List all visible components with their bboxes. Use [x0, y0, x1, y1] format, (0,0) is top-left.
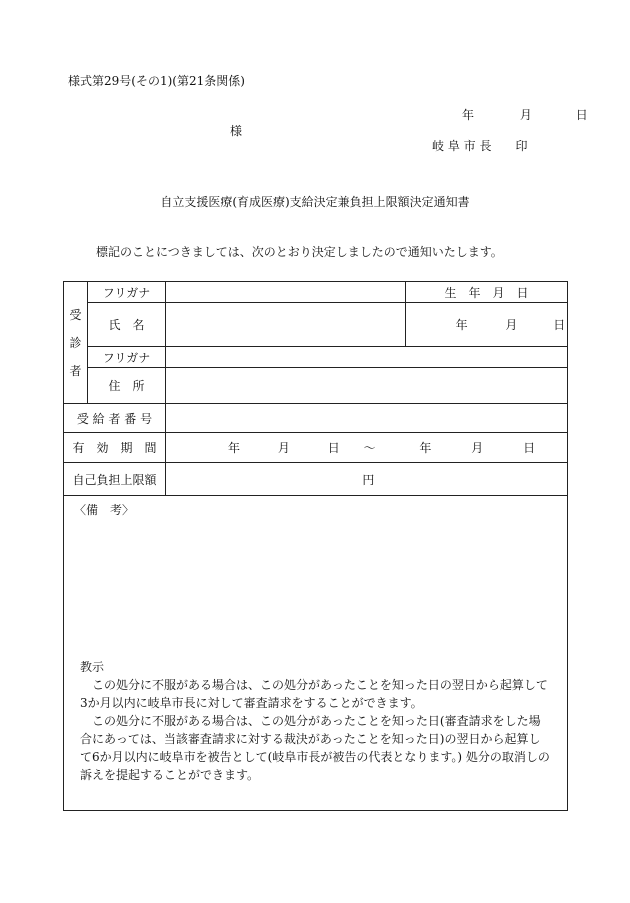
- name-field[interactable]: [166, 303, 406, 347]
- furigana2-field[interactable]: [166, 347, 568, 368]
- notice-paragraph-1: この処分に不服がある場合は、この処分があったことを知った日の翌日から起算して3か月以内に岐阜市長に対して審査請求をすることができます。: [80, 678, 548, 710]
- header-day: 日: [575, 108, 588, 122]
- copay-limit-unit: 円: [362, 472, 375, 487]
- header-year: 年: [462, 108, 475, 122]
- copay-limit-label: 自己負担上限額: [64, 463, 166, 496]
- header-month: 月: [519, 108, 532, 122]
- birth-date-label: 生 年 月 日: [406, 282, 568, 303]
- validity-period-label: 有 効 期 間: [64, 433, 166, 463]
- name-label: 氏 名: [88, 303, 166, 347]
- period-end-month: 月: [471, 441, 484, 455]
- period-end-year: 年: [419, 441, 432, 455]
- birth-month: 月: [505, 318, 518, 332]
- furigana-label: フリガナ: [88, 282, 166, 303]
- remarks-box[interactable]: [64, 496, 568, 811]
- period-start-month: 月: [277, 441, 290, 455]
- intro-text: 標記のことにつきましては、次のとおり決定しましたので通知いたします。: [96, 245, 503, 259]
- address-field[interactable]: [166, 368, 568, 404]
- form-number: 様式第29号(その1)(第21条関係): [68, 74, 245, 88]
- birth-date-field[interactable]: [406, 303, 568, 347]
- validity-period-field[interactable]: [166, 433, 568, 463]
- document-title: 自立支援医療(育成医療)支給決定兼負担上限額決定通知書: [160, 195, 470, 209]
- notice-paragraph-2: この処分に不服がある場合は、この処分があったことを知った日(審査請求をした場合にあっては、当該審査請求に対する裁決があったことを知った日)の翌日から起算して6か月以内に岐阜市を被告として(岐阜市長が被告の代表となります。) 処分の取消しの訴えを提起することができます。: [80, 714, 550, 782]
- address-label: 住 所: [88, 368, 166, 404]
- copay-limit-field[interactable]: [166, 463, 568, 496]
- appeal-notice: [80, 658, 552, 784]
- period-start-year: 年: [228, 441, 241, 455]
- period-tilde: 〜: [363, 441, 376, 455]
- furigana2-label: フリガナ: [88, 347, 166, 368]
- recipient-number-label: 受 給 者 番 号: [64, 404, 166, 433]
- birth-day: 日: [553, 318, 566, 332]
- period-start-day: 日: [327, 441, 340, 455]
- decision-form-table: [63, 281, 568, 811]
- recipient-number-field[interactable]: [166, 404, 568, 433]
- addressee-suffix: 様: [230, 124, 243, 138]
- header-date: [462, 106, 588, 123]
- notice-heading: 教示: [80, 660, 105, 674]
- birth-year: 年: [455, 318, 468, 332]
- issuer-line: 岐 阜 市 長 印: [432, 139, 528, 153]
- remarks-label: 〈備 考〉: [74, 503, 135, 517]
- furigana-field[interactable]: [166, 282, 406, 303]
- patient-group-label: 受 診 者: [64, 282, 88, 404]
- period-end-day: 日: [523, 441, 536, 455]
